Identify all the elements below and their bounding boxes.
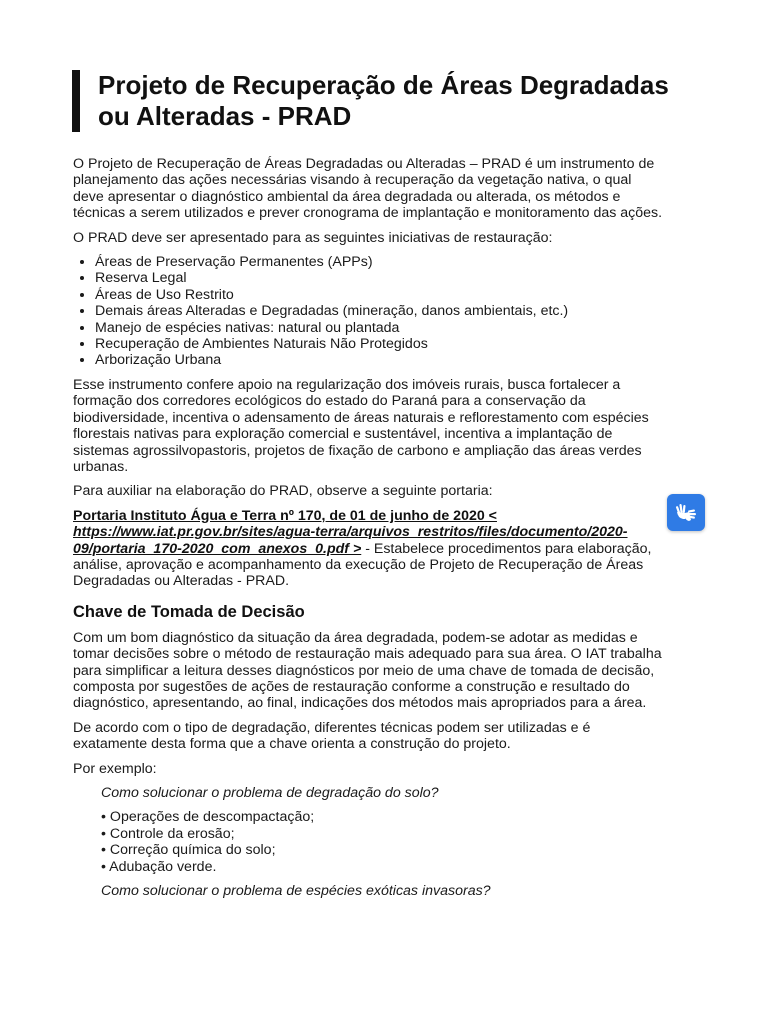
section-title: Chave de Tomada de Decisão bbox=[73, 602, 305, 621]
list-item: • Recuperação de Ambientes Naturais Não Protegidos bbox=[95, 336, 665, 352]
section-paragraph-1: Com um bom diagnóstico da situação da área degradada, podem-se adotar as medidas e tomar decisões sobre o método de restauração mais adequado para sua área. O IAT trabalha para simplificar a leitura desses diagnósticos por meio de uma chave de tomada de decisão, composta por sugestões de ações de restauração conforme a construção e resultado do diagnóstico, apresentando, ao final, indicações dos métodos mais apropriados para a área. bbox=[73, 629, 662, 712]
portaria-description: - Estabelece procedimentos para elaboração, análise, aprovação e acompanhamento da execução de Projeto de Recuperação de Áreas Degradadas ou Alteradas - PRAD. bbox=[73, 540, 652, 590]
list-item: • Adubação verde. bbox=[101, 858, 217, 875]
example-question-soil: Como solucionar o problema de degradação do solo? bbox=[101, 785, 439, 801]
initiatives-intro: O PRAD deve ser apresentado para as seguintes iniciativas de restauração: bbox=[73, 229, 553, 246]
portaria-link-title: Portaria Instituto Água e Terra nº 170, de 01 de junho de 2020 < bbox=[73, 507, 497, 524]
portaria-link-url: https://www.iat.pr.gov.br/sites/agua-terra/arquivos_restritos/files/documento/2020-09/portaria_170-2020_com_anexos_0.pdf > bbox=[73, 524, 628, 557]
section-paragraph-2: De acordo com o tipo de degradação, diferentes técnicas podem ser utilizadas e é exatamente desta forma que a chave orienta a construção do projeto. bbox=[73, 719, 591, 753]
list-item: • Correção química do solo; bbox=[101, 842, 276, 859]
initiatives-list bbox=[73, 254, 665, 369]
list-item: • Arborização Urbana bbox=[95, 352, 665, 368]
example-question-invasive: Como solucionar o problema de espécies exóticas invasoras? bbox=[101, 883, 491, 900]
intro-paragraph: O Projeto de Recuperação de Áreas Degradadas ou Alteradas – PRAD é um instrumento de planejamento das ações necessárias visando à recuperação da vegetação nativa, o qual deve apresentar o diagnóstico ambiental da área degradada ou alterada, os métodos e técnicas a serem utilizados e prever cronograma de implantação e monitoramento das ações. bbox=[73, 156, 663, 222]
page-title: Projeto de Recuperação de Áreas Degradadas ou Alteradas - PRAD bbox=[98, 70, 669, 131]
list-item: • Áreas de Preservação Permanentes (APPs) bbox=[95, 254, 665, 270]
soil-actions-list bbox=[101, 809, 665, 875]
sign-language-hands-icon bbox=[673, 500, 699, 526]
list-item: • Demais áreas Alteradas e Degradadas (mineração, danos ambientais, etc.) bbox=[95, 303, 665, 319]
portaria-paragraph bbox=[73, 508, 665, 590]
title-accent-bar bbox=[72, 70, 80, 132]
main-content bbox=[73, 156, 665, 907]
list-item: • Áreas de Uso Restrito bbox=[95, 287, 665, 303]
list-item: • Manejo de espécies nativas: natural ou plantada bbox=[95, 320, 665, 336]
list-item: • Reserva Legal bbox=[95, 270, 665, 286]
portaria-intro: Para auxiliar na elaboração do PRAD, observe a seguinte portaria: bbox=[73, 483, 493, 500]
support-paragraph: Esse instrumento confere apoio na regularização dos imóveis rurais, busca fortalecer a formação dos corredores ecológicos do estado do Paraná para a conservação da biodiversidade, incentiva o adensamento de áreas naturais e reflorestamento com espécies florestais nativas para exploração comercial e sustentável, incentiva a implantação de sistemas agrossilvopastoris, projetos de fixação de carbono e ampliação das áreas verdes urbanas. bbox=[73, 376, 649, 475]
list-item: • Operações de descompactação; bbox=[101, 809, 315, 826]
example-label: Por exemplo: bbox=[73, 760, 157, 777]
list-item: • Controle da erosão; bbox=[101, 825, 235, 842]
accessibility-vlibras-button[interactable] bbox=[667, 494, 705, 531]
